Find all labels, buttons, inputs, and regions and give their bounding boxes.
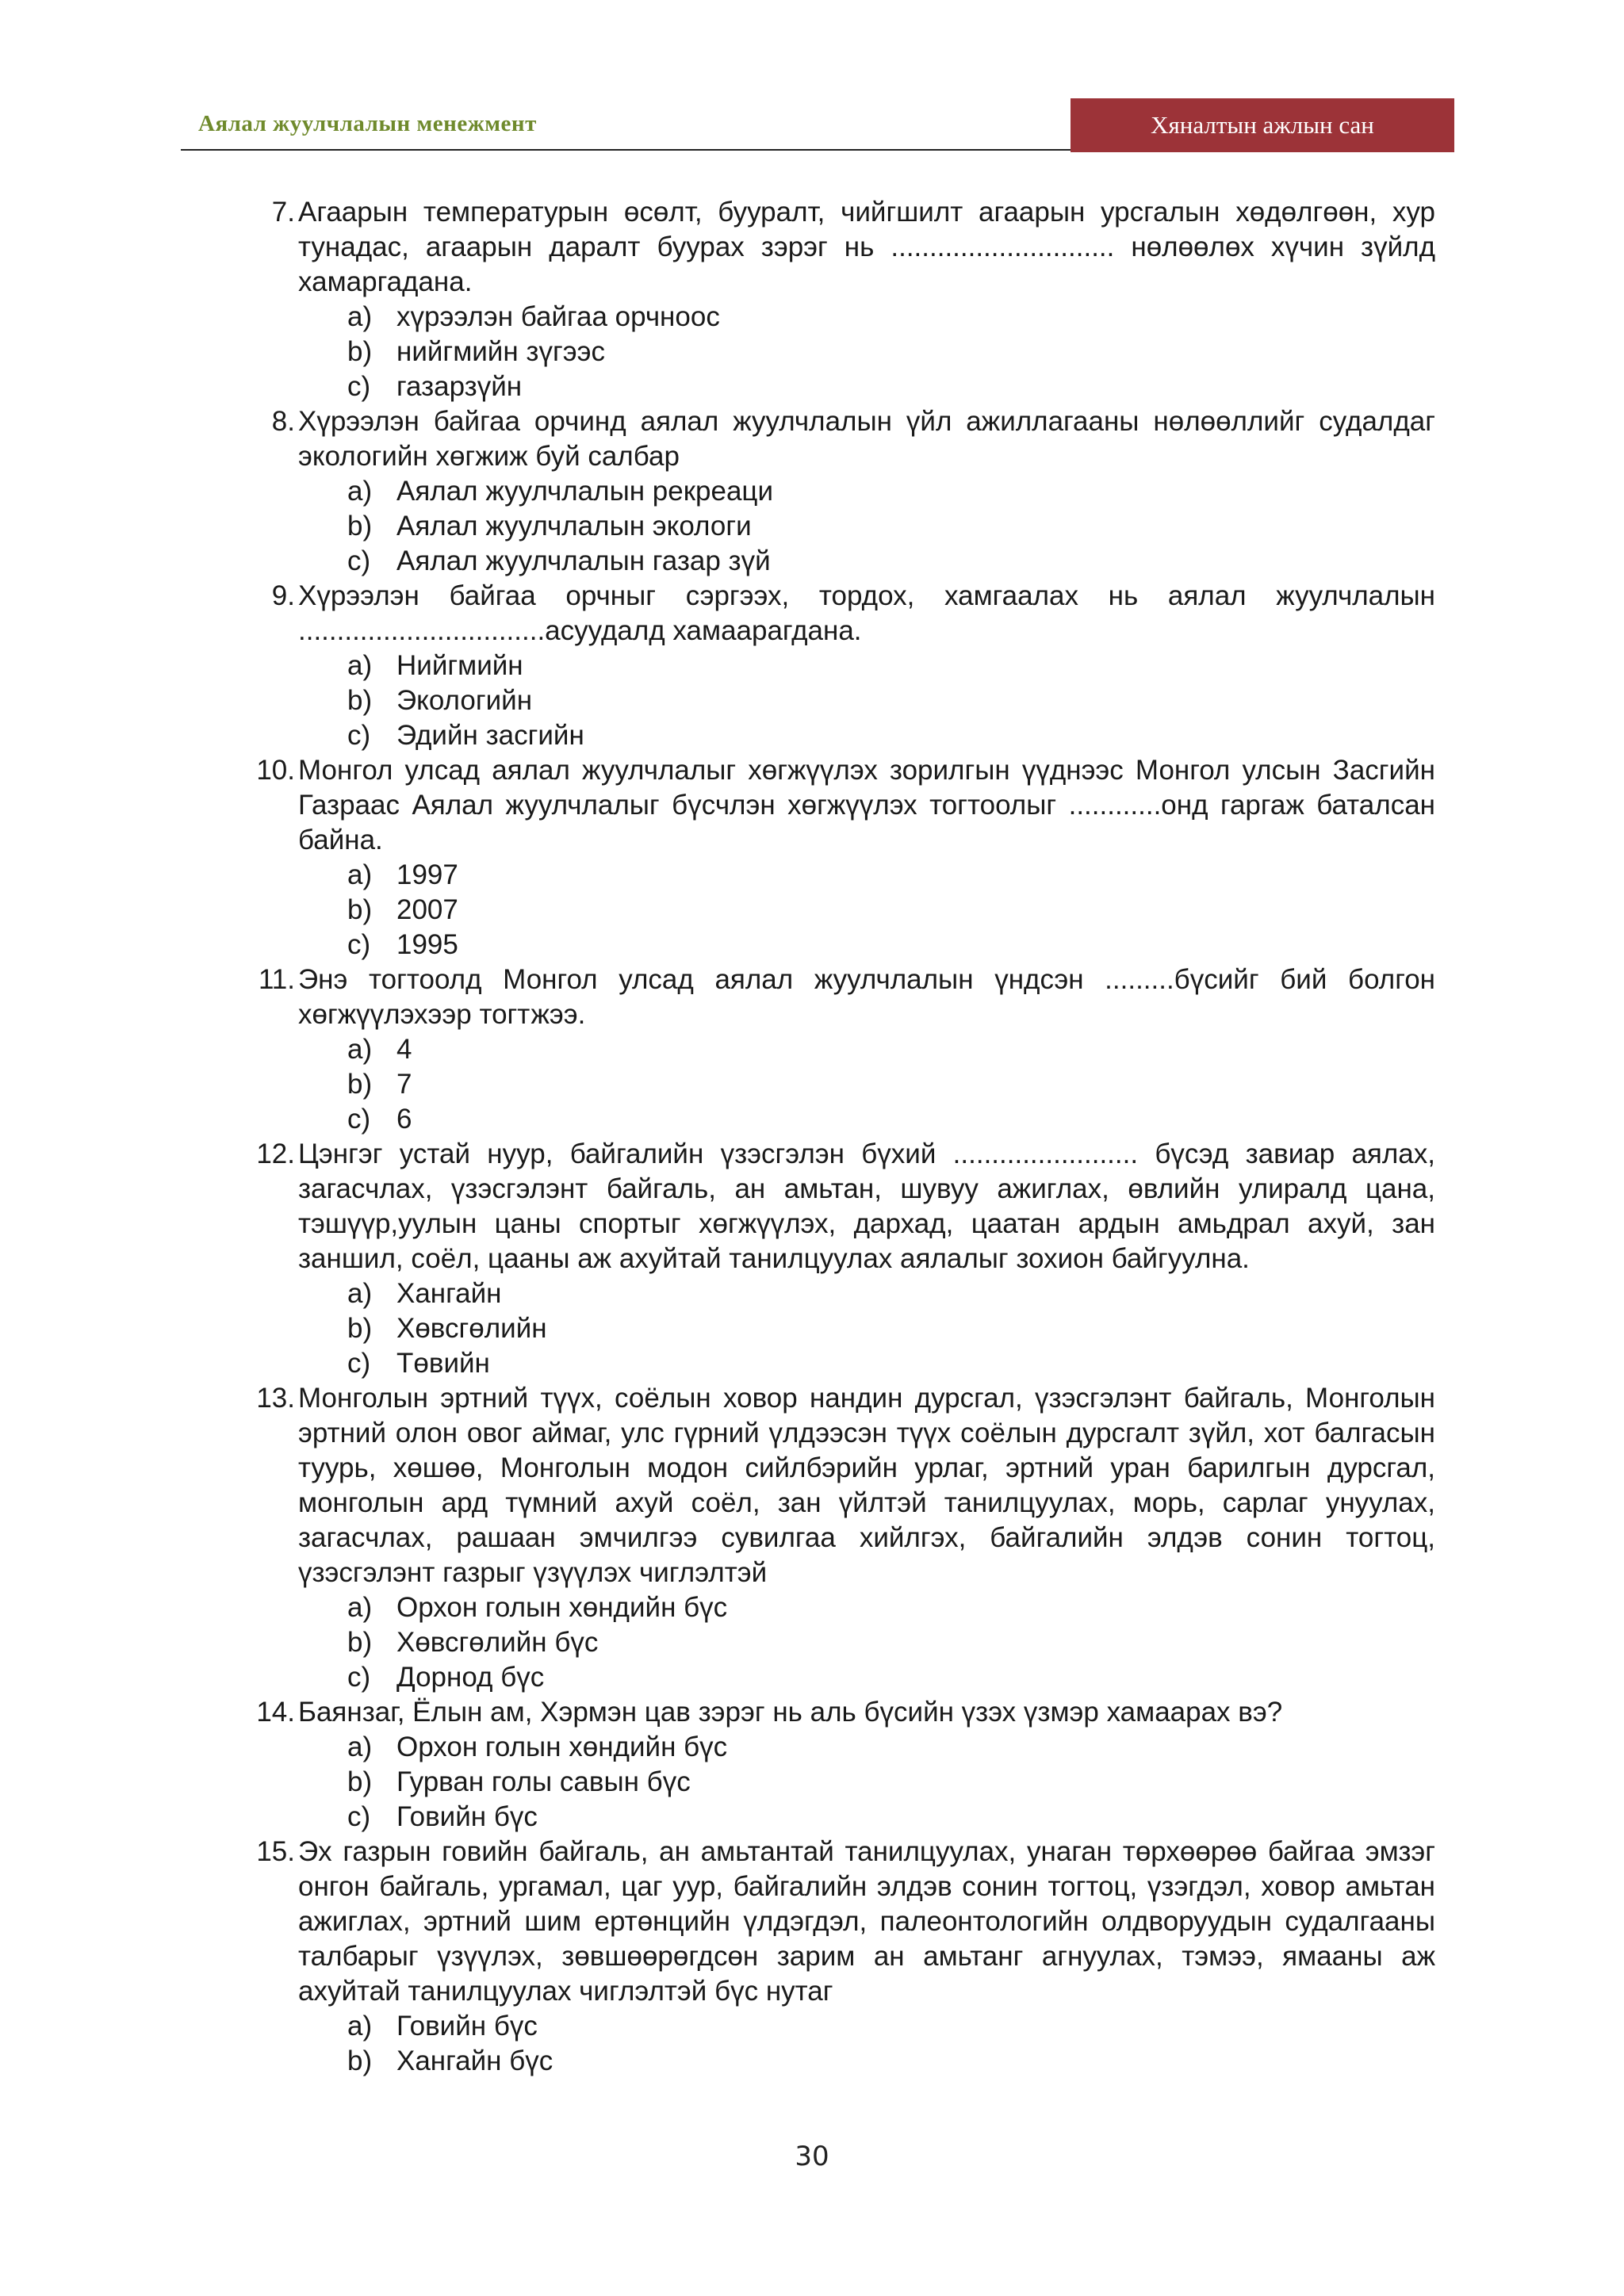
question-number: 12. — [256, 1138, 295, 1169]
option-label: c) — [347, 1348, 371, 1379]
option-text: 7 — [396, 1069, 412, 1100]
answer-option — [347, 1346, 1435, 1381]
option-label: b) — [347, 685, 373, 716]
answer-options — [298, 1590, 1435, 1695]
option-label: a) — [347, 1278, 373, 1309]
question-item — [238, 579, 1435, 753]
question-text: Эх газрын говийн байгаль, ан амьтантай танилцуулах, унаган төрхөөрөө байгаа эмзэг онгон байгаль, ургамал, цаг уур, байгалийн элдэв сонин тогтоц, үзэгдэл, ховор амьтан ажиглах, эртний шим ертөнцийн үлдэгдэл, палеонтологийн олдворуудын судалгааны талбарыг үзүүлэх, зөвшөөрөгдсөн зарим ан амьтанг агнуулах, тэмээ, ямааны аж ахуйтай танилцуулах чиглэлтэй бүс нутаг — [298, 1836, 1435, 2007]
option-text: Хангайн бүс — [396, 2045, 553, 2076]
question-number: 14. — [256, 1697, 295, 1728]
answer-options — [298, 2009, 1435, 2079]
option-label: a) — [347, 1732, 373, 1762]
answer-options — [298, 1276, 1435, 1381]
option-label: c) — [347, 929, 371, 960]
option-label: b) — [347, 1627, 373, 1658]
question-text: Монгол улсад аялал жуулчлалыг хөгжүүлэх зорилгын үүднээс Монгол улсын Засгийн Газраас Аялал жуулчлалыг бүсчлэн хөгжүүлэх тогтоолыг ............онд гаргаж баталсан байна. — [298, 755, 1435, 855]
option-label: b) — [347, 1069, 373, 1100]
answer-option — [347, 683, 1435, 718]
question-item — [238, 1137, 1435, 1381]
answer-option — [347, 1276, 1435, 1311]
answer-options — [298, 300, 1435, 404]
question-item — [238, 404, 1435, 579]
option-text: 1997 — [396, 859, 458, 890]
answer-option — [347, 928, 1435, 962]
answer-option — [347, 649, 1435, 683]
option-label: c) — [347, 1662, 371, 1693]
option-label: a) — [347, 650, 373, 681]
option-text: 4 — [396, 1034, 412, 1065]
question-number: 9. — [271, 580, 295, 611]
option-label: c) — [347, 371, 371, 402]
question-number: 8. — [271, 406, 295, 437]
option-label: c) — [347, 1801, 371, 1832]
question-text: Монголын эртний түүх, соёлын ховор нандин дурсгал, үзэсгэлэнт байгаль, Монголын эртний олон овог аймаг, улс гүрний үлдээсэн түүх соёлын дурсгалт зүйл, хот балгасын туурь, хөшөө, Монголын модон сийлбэрийн урлаг, эртний уран барилгын дурсгал, монголын ард түмний ахуй соёл, зан үйлтэй танилцуулах, морь, сарлаг унуулах, загасчлах, рашаан эмчилгээ сувилгаа хийлгэх, байгалийн элдэв сонин тогтоц, үзэсгэлэнт газрыг үзүүлэх чиглэлтэй — [298, 1383, 1435, 1588]
answer-option — [347, 1311, 1435, 1346]
option-text: Төвийн — [396, 1348, 490, 1379]
question-number: 15. — [256, 1836, 295, 1867]
answer-option — [347, 369, 1435, 404]
option-text: Аялал жуулчлалын газар зүй — [396, 545, 771, 576]
answer-option — [347, 1067, 1435, 1102]
question-item — [238, 195, 1435, 404]
option-label: a) — [347, 301, 373, 332]
answer-option — [347, 1032, 1435, 1067]
answer-option — [347, 718, 1435, 753]
question-item — [238, 1835, 1435, 2079]
answer-option — [347, 893, 1435, 928]
question-text: Агаарын температурын өсөлт, бууралт, чийгшилт агаарын урсгалын хөдөлгөөн, хур тунадас, агаарын даралт буурах зэрэг нь ............................. нөлөөлөх хүчин зүйлд хамаргадана. — [298, 197, 1435, 297]
option-text: Орхон голын хөндийн бүс — [396, 1732, 728, 1762]
option-text: 6 — [396, 1104, 412, 1135]
question-number: 10. — [256, 755, 295, 786]
question-number: 11. — [258, 964, 295, 995]
answer-option — [347, 544, 1435, 579]
answer-option — [347, 2044, 1435, 2079]
question-item — [238, 1695, 1435, 1835]
header-section-label-text: Хяналтын ажлын сан — [1151, 111, 1374, 139]
option-text: Говийн бүс — [396, 1801, 538, 1832]
option-label: a) — [347, 476, 373, 507]
question-number: 13. — [256, 1383, 295, 1414]
option-label: a) — [347, 1592, 373, 1623]
question-list — [238, 195, 1435, 2079]
option-label: b) — [347, 1313, 373, 1344]
answer-option — [347, 1102, 1435, 1137]
option-label: b) — [347, 511, 373, 541]
question-text: Хүрээлэн байгаа орчинд аялал жуулчлалын үйл ажиллагааны нөлөөллийг судалдаг экологийн хөгжиж буй салбар — [298, 406, 1435, 472]
question-item — [238, 753, 1435, 962]
option-label: c) — [347, 720, 371, 751]
answer-option — [347, 1590, 1435, 1625]
option-text: Эдийн засгийн — [396, 720, 584, 751]
answer-option — [347, 1625, 1435, 1660]
option-label: b) — [347, 2045, 373, 2076]
answer-option — [347, 2009, 1435, 2044]
option-label: c) — [347, 545, 371, 576]
answer-options — [298, 649, 1435, 753]
option-text: Хөвсгөлийн — [396, 1313, 547, 1344]
answer-option — [347, 474, 1435, 509]
option-text: Экологийн — [396, 685, 533, 716]
option-text: Аялал жуулчлалын экологи — [396, 511, 752, 541]
header-title: Аялал жуулчлалын менежмент — [198, 111, 537, 136]
answer-options — [298, 1032, 1435, 1137]
option-text: 2007 — [396, 894, 458, 925]
answer-options — [298, 858, 1435, 962]
option-text: Хөвсгөлийн бүс — [396, 1627, 599, 1658]
option-text: газарзүйн — [396, 371, 523, 402]
option-text: нийгмийн зүгээс — [396, 336, 605, 367]
option-text: 1995 — [396, 929, 458, 960]
option-label: a) — [347, 2011, 373, 2042]
question-text: Цэнгэг устай нуур, байгалийн үзэсгэлэн бүхий ........................ бүсэд завиар аялах, загасчлах, үзэсгэлэнт байгаль, ан амьтан, шувуу ажиглах, өвлийн улиралд цана, тэшүүр,уулын цаны спортыг хөгжүүлэх, дархад, цаатан ардын амьдрал ахуй, зан заншил, соёл, цааны аж ахуйтай танилцуулах аялалыг зохион байгуулна. — [298, 1138, 1435, 1274]
question-text: Хүрээлэн байгаа орчныг сэргээх, тордох, хамгаалах нь аялал жуулчлалын ................................асуудалд хамаарагдана. — [298, 580, 1435, 646]
option-label: a) — [347, 859, 373, 890]
header-section-label — [1071, 98, 1454, 152]
question-text: Баянзаг, Ёлын ам, Хэрмэн цав зэрэг нь аль бүсийн үзэх үзмэр хамаарах вэ? — [298, 1697, 1283, 1728]
question-item — [238, 962, 1435, 1137]
option-text: Гурван голы савын бүс — [396, 1766, 691, 1797]
option-text: Дорнод бүс — [396, 1662, 545, 1693]
answer-option — [347, 1730, 1435, 1765]
answer-option — [347, 1765, 1435, 1800]
option-text: Говийн бүс — [396, 2011, 538, 2042]
question-item — [238, 1381, 1435, 1695]
option-text: Нийгмийн — [396, 650, 523, 681]
answer-option — [347, 509, 1435, 544]
option-text: Аялал жуулчлалын рекреаци — [396, 476, 774, 507]
option-label: b) — [347, 1766, 373, 1797]
option-text: Хангайн — [396, 1278, 502, 1309]
answer-option — [347, 1660, 1435, 1695]
option-text: Орхон голын хөндийн бүс — [396, 1592, 728, 1623]
answer-option — [347, 335, 1435, 369]
answer-options — [298, 1730, 1435, 1835]
answer-option — [347, 1800, 1435, 1835]
answer-options — [298, 474, 1435, 579]
question-number: 7. — [271, 197, 295, 228]
option-label: b) — [347, 894, 373, 925]
option-label: b) — [347, 336, 373, 367]
header-divider — [181, 149, 1071, 151]
option-label: a) — [347, 1034, 373, 1065]
page-number: 30 — [795, 2141, 829, 2172]
option-label: c) — [347, 1104, 371, 1135]
question-text: Энэ тогтоолд Монгол улсад аялал жуулчлалын үндсэн .........бүсийг бий болгон хөгжүүлэхээр тогтжээ. — [298, 964, 1435, 1030]
option-text: хүрээлэн байгаа орчноос — [396, 301, 720, 332]
answer-option — [347, 300, 1435, 335]
answer-option — [347, 858, 1435, 893]
